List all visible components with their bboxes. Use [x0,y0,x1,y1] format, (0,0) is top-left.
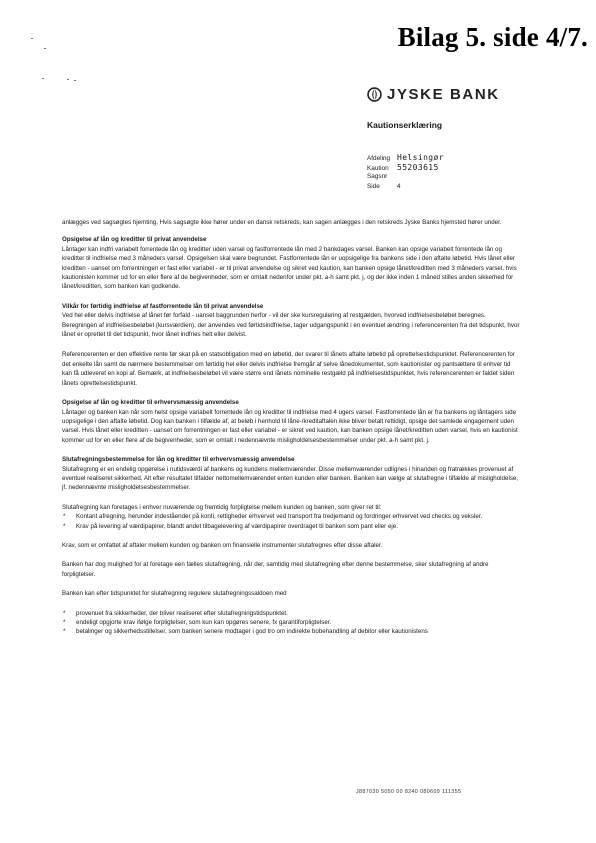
section-heading: Opsigelse af lån og kreditter til erhvervsmæssig anvendelse [62,399,239,407]
list-item: * Krav på levering af værdipapirer, blandt andet tilbagelevering af værdipapirer overdraget til banken som pant eller eje. [62,522,522,531]
section-paragraph: Banken kan efter tidspunktet for slutafregning regulere slutafregningssaldoen med [62,590,287,598]
section-paragraph: Låntager og banken kan når som helst opsige variabelt forrentede lån og kreditter til indfrielse med 4 ugers varsel. Fastforrentede lån er fra bankens og låntagers side uopsigelige i den aftalte løbetid. Dog kan banken i tilfælde af, at beløb i henhold til låne-/kreditaftalen ikke bliver betalt rettidigt, opsige det samlede engagement uden varsel. Hvis lånet eller kreditten - uanset om forrentningen er fast eller variabel - er sikret ved kaution, kan banken opsige lånet/kreditten uden varsel, hvis en kautionist kommer ud for en eller flere af de begivenheder, som er omtalt i nedennævnte misligholdelsesbestemmelser under pkt. a-h samt pkt. j. [62,408,518,444]
section-paragraph: Referencerenten er den effektive rente før skat på en statsobligation med en løbetid, der svarer til lånets aftalte løbetid på oprettelsestidspunktet. Referencerenten for det enkelte lån samt de nærmere bestemmelser om førtidig hel eller delvis indfrielse fremgår af selve lånedokumentet, som kautionister og pantsættere til enhver tid kan få udleveret en kopi af. Bemærk, at indfrielsesbeløbet vil være større end lånets nominelle restgæld på indfrielsestidspunktet, hvis referencerenten er faldet siden lånets oprettelsestidspunkt. [62,351,515,387]
meta-row-case-number [367,173,444,183]
bank-name: JYSKE BANK [387,86,500,103]
attachment-label: Bilag 5. side 4/7. [397,22,588,52]
document-title: Kautionserklæring [367,120,443,130]
document-meta [367,153,444,193]
section-heading: Opsigelse af lån og kreditter til privat anvendelse [62,236,207,244]
meta-label: Side [367,183,380,190]
section-paragraph: Ved hel eller delvis indfrielse af lånet før forfald - uanset baggrunden herfor - vil der ske kursregulering af restgælden, hvorved indfrielsesbeløbet beregnes. Beregningen af indfrielsesbeløbet (kursværdien), der anvendes ved førtidsindfrielse, tager udgangspunkt i en eventuel ændring i referencerenten fra det tidspunkt, hvor lånet er oprettet til det tidspunkt, hvor lånet indfries helt eller delvist. [62,312,520,339]
section-paragraph: Slutafregning er en endelig opgørelse i nutidsværdi af bankens og kundens mellemværender. Disse mellemværender udlignes i hinanden og fratrækkes provenuet af eventuel realiseret sikkerhed. Alt efter resultatet tilfalder nettomellemværendet enten kunden eller banken. Banken kan vælge at slutafregne i tilfælde af misligholdelse, jf. nedennævnte misligholdelsesbestemmelser. [62,465,519,492]
section-paragraph: Slutafregning kan foretages i enhver nuværende og fremtidig forpligtelse mellem kunden og banken, som giver ret til: [62,503,382,511]
bullet-list [62,609,522,637]
section-heading: Vilkår for førtidig indfrielse af fastforrentede lån til privat anvendelse [62,302,264,310]
scan-speck [42,78,44,79]
meta-row-page [367,183,444,193]
section-paragraph: Låntager kan indfri variabelt forrentede lån og kreditter uden varsel og fastforrentede lån med 2 bankdages varsel. Banken kan opsige variabelt forrentede lån og kreditter til indfrielse med 3 måneders varsel. Opsigelsen skal være begrundet. Fastforrentede lån er uopsigelige fra bankens side i den aftalte løbetid. Hvis lånet eller kreditten - uanset om forrentningen er fast eller variabel - er til privat anvendelse og sikret ved kaution, kan banken opsige lånet/kreditten med 3 måneders varsel, hvis kautionisten kommer ud for en eller flere af de begivenheder, som er omtalt nedenfor under pkt. a-h samt pkt. j, og der ikke inden 1 måned stilles anden sikkerhed for lånet/kreditten, som banken kan godkende. [62,245,517,291]
document-body [62,218,522,644]
scan-speck [31,38,33,39]
section-heading: Slutafregningsbestemmelse for lån og kreditter til erhvervsmæssig anvendelse [62,456,295,464]
meta-label: Afdeling [367,155,391,162]
meta-row-department [367,153,444,163]
meta-value: 4 [397,183,401,190]
section-paragraph: Banken har dog mulighed for at foretage een fælles slutafregning, når der, samtidig med slutafregning efter denne bestemmelse, sker slutafregning af andre forpligtelser. [62,561,489,578]
meta-label: Kaution [367,165,389,172]
list-item: * endeligt opgjorte krav ifølge forpligtelser, som kun kan opgøres senere, fx garantiforpligtelser. [62,618,522,627]
intro-paragraph: anlægges ved sagsøgtes hjemting. Hvis sagsøgte ikke hører under en dansk retskreds, kan sagen anlægges i den retskreds Jyske Banks hjemsted hører under. [62,219,502,226]
section-paragraph: Krav, som er omfattet af aftaler mellem kunden og banken om finansielle instrumenter slutafregnes efter disse aftaler. [62,541,383,549]
scan-speck [74,80,76,81]
meta-label: Sagsnr [367,173,388,180]
list-item: * provenuet fra sikkerheder, der bliver realiseret efter slutafregningstidspunktet. [62,609,522,618]
scan-speck [44,48,46,49]
bullet-list [62,512,522,531]
bank-logo [367,86,500,103]
footer-form-code: J887030 5050 00 8240 080609 111355 [356,789,462,795]
bank-emblem-icon [367,87,382,102]
meta-value: Helsingør [397,153,444,162]
list-item: * Kontant afregning, herunder indeståender på konti, rettigheder erhvervet ved transport fra tredjemand og fordringer erhvervet ved checks og veksler. [62,512,522,521]
scan-speck [67,79,69,80]
meta-row-guarantee [367,163,444,173]
meta-value: 55203615 [397,163,439,172]
list-item: * betalinger og sikkerhedsstillelser, som banken senere modtager i god tro om indirekte bobehandling af debitor eller kautionistens [62,627,522,636]
